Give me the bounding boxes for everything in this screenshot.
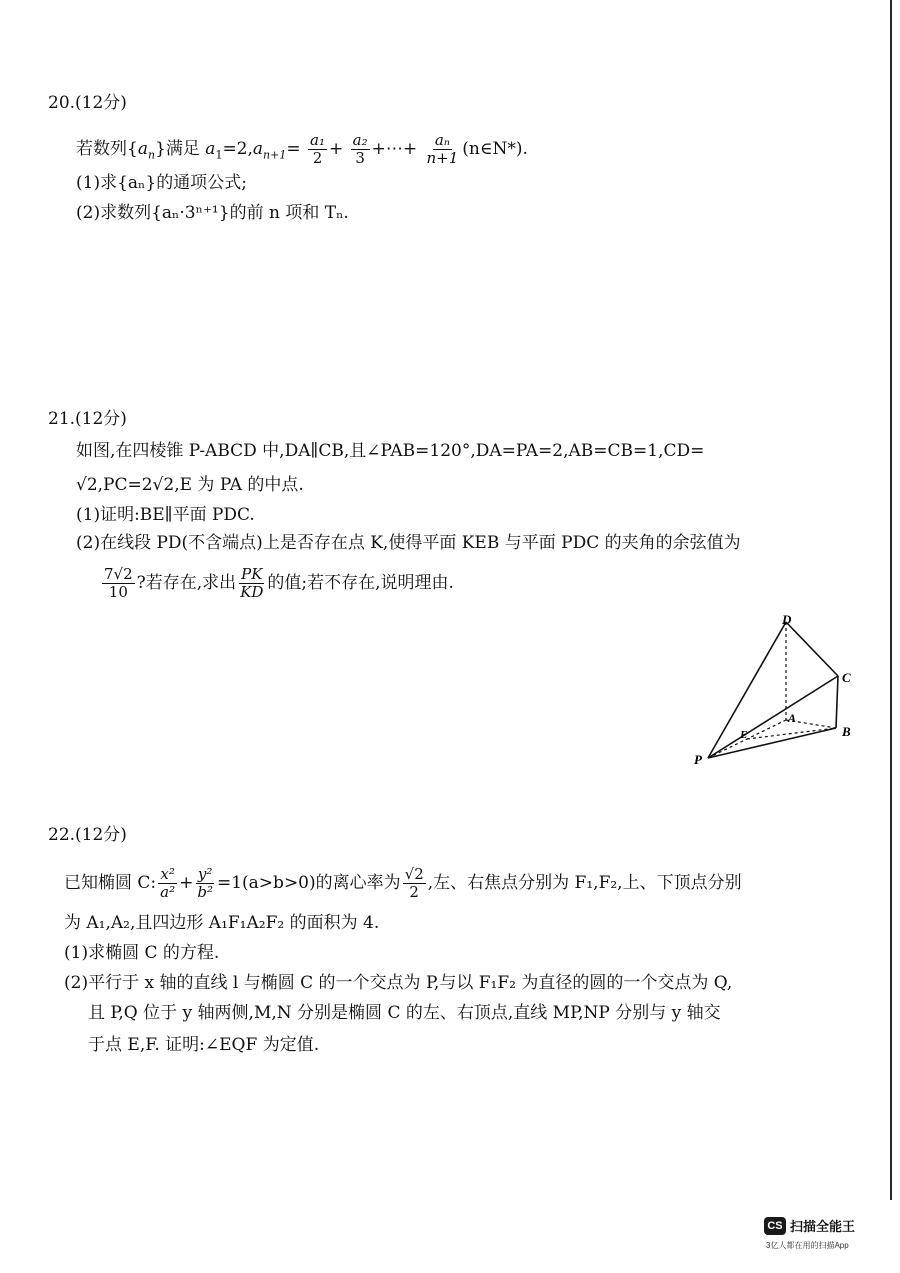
stem-text: + [179,873,194,893]
edge-EB [747,728,836,739]
problem-22-part2-l3: 于点 E,F. 证明:∠EQF 为定值. [88,1035,320,1055]
fraction: $\frac{\text{a₂}}{3}$ [352,131,368,167]
label-E: E [740,729,748,741]
problem-20-stem: 若数列$\{a_n\}$满足 $a_1=2,a_{n+1}=$ $\frac{\text{a₁}}{2}$ + $\frac{\text{a₂}}{3}$ +⋯+ $\frac{\text{aₙ}}{n+1}$ (n∈N*). [76,131,528,167]
stem-var: a [252,139,264,159]
problem-22-part1: (1)求椭圆 C 的方程. [64,943,220,963]
edge-PB [708,728,836,758]
stem-var: a [205,139,216,159]
stem-text: =2, [222,139,253,159]
problem-number: 20. [48,93,76,113]
label-B: B [842,724,851,739]
fraction: $\frac{\text{y²}}{\text{b²}}$ [197,865,213,901]
edge-CB [836,676,838,728]
problem-22-line1 [64,866,742,901]
stem-text: ?若存在,求出 [136,573,237,593]
label-C: C [842,670,851,685]
stem-text: ,左、右焦点分别为 F₁,F₂,上、下顶点分别 [427,873,742,893]
problem-number: 22. [48,825,76,845]
camscanner-logo [764,1216,855,1235]
problem-22-line2: 为 A₁,A₂,且四边形 A₁F₁A₂F₂ 的面积为 4. [64,913,380,933]
label-P: P [694,752,702,767]
stem-text: = [286,139,301,159]
problem-points: (12分) [75,409,127,429]
stem-text: =1(a>b>0)的离心率为 [216,873,401,893]
fraction: $\frac{PK}{KD}$ [240,565,264,601]
problem-20-part1: (1)求{aₙ}的通项公式; [76,173,247,193]
cs-logo-icon: CS [764,1217,786,1235]
problem-21-line2: √2,PC=2√2,E 为 PA 的中点. [76,475,304,495]
problem-points: (12分) [75,825,127,845]
stem-text: 已知椭圆 C: [64,873,157,893]
app-tagline: 3亿人都在用的扫描App [766,1241,849,1250]
problem-22-part2-l2: 且 P,Q 位于 y 轴两侧,M,N 分别是椭圆 C 的左、右顶点,直线 MP,NP 分别与 y 轴交 [88,1003,721,1023]
stem-text: +⋯+ [371,139,418,159]
page-border-line [890,0,892,1200]
problem-21-line1: 如图,在四棱锥 P-ABCD 中,DA∥CB,且∠PAB=120°,DA=PA=2,AB=CB=1,CD= [76,441,705,461]
stem-var: $a_n$ [137,139,156,162]
problem-number: 21. [48,409,76,429]
edge-DC [786,622,838,676]
label-D: D [782,612,792,627]
stem-text: }满足 [155,139,206,159]
problem-points: (12分) [75,93,127,113]
pyramid-figure [690,610,870,770]
fraction: $\frac{√2}{2}$ [404,865,424,901]
problem-20-part2: (2)求数列{aₙ·3ⁿ⁺¹}的前 n 项和 Tₙ. [76,203,349,223]
stem-text: 若数列{ [76,139,138,159]
fraction: $\frac{\text{aₙ}}{n+1}$ [426,131,459,167]
stem-text: 的值;若不存在,说明理由. [267,573,454,593]
problem-22-part2-l1: (2)平行于 x 轴的直线 l 与椭圆 C 的一个交点为 P,与以 F₁F₂ 为直径的圆的一个交点为 Q, [64,973,733,993]
problem-21-part1: (1)证明:BE∥平面 PDC. [76,505,255,525]
label-A: A [788,711,797,725]
problem-21-part2: (2)在线段 PD(不含端点)上是否存在点 K,使得平面 KEB 与平面 PDC 的夹角的余弦值为 [76,533,741,553]
fraction: $\frac{\text{a₁}}{2}$ [310,131,325,167]
problem-21-header [48,408,127,430]
problem-21-part2-cont [100,566,454,601]
fraction: $\frac{\text{x²}}{\text{a²}}$ [160,865,176,901]
problem-20-header [48,92,127,114]
fraction: $\frac{7√2}{10}$ [104,565,133,601]
app-name: 扫描全能王 [790,1219,856,1234]
stem-text: (n∈N*). [462,139,528,159]
problem-22-header [48,824,127,846]
edge-PC [708,676,838,758]
